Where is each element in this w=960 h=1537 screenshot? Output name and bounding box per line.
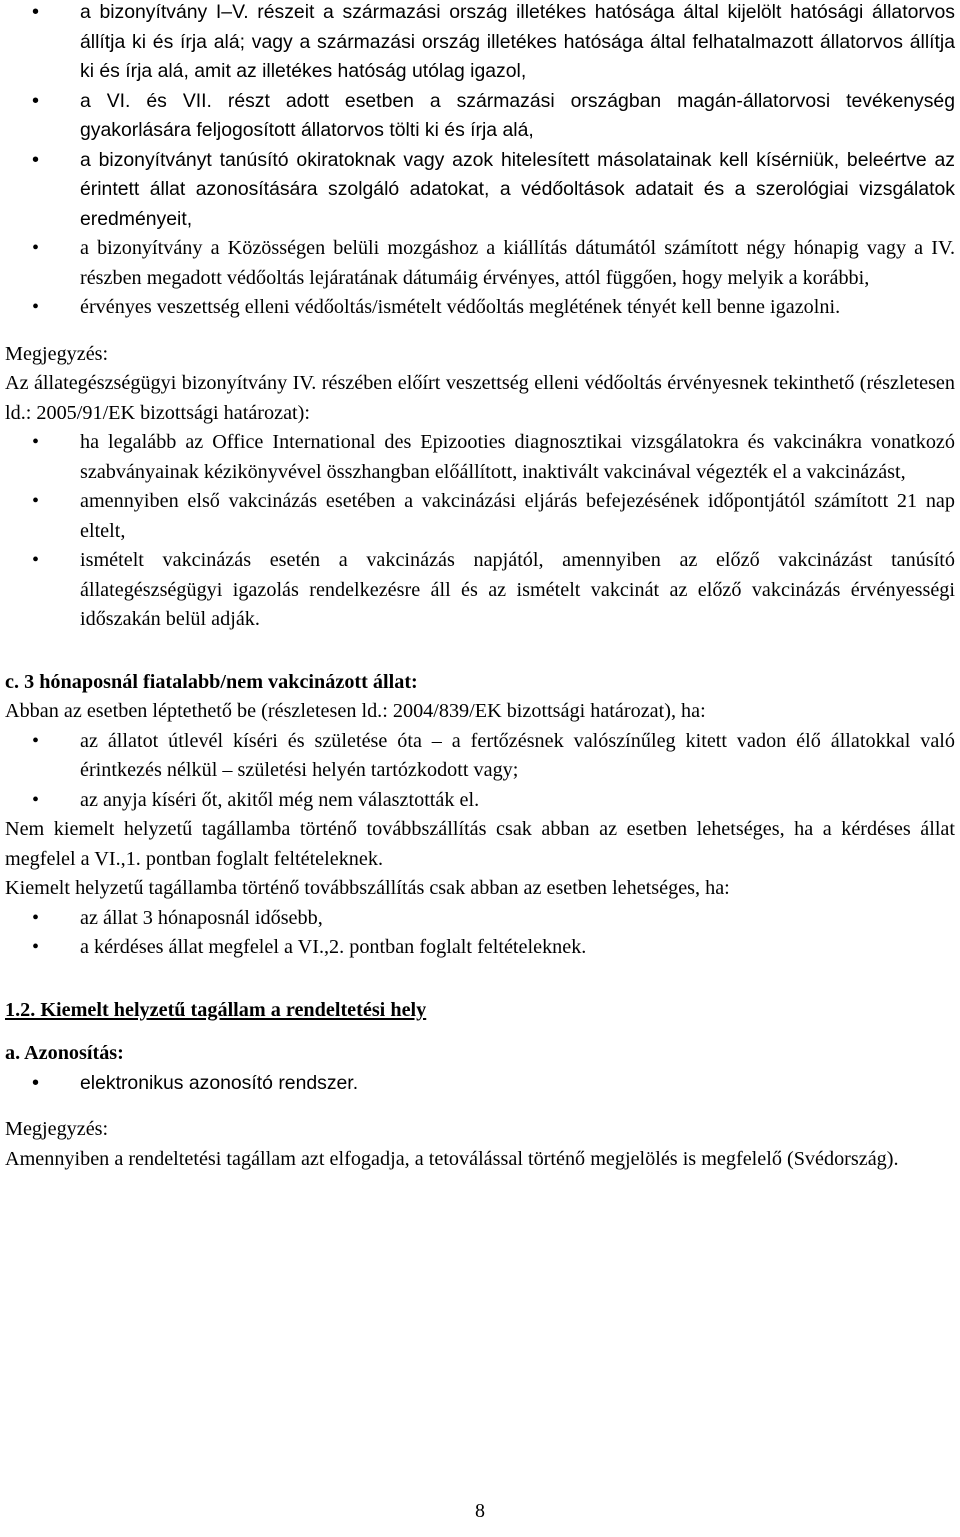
list-item: • ismételt vakcinázás esetén a vakcinázás napjától, amennyiben az előző vakcinázást tanúsító állategészségügyi igazolás rendelkezésre áll és az ismételt vakcinát az előző vakcinázás érvényességi időszakán belül adják.: [5, 546, 955, 635]
certificate-requirements-list: [5, 0, 955, 323]
list-item: • elektronikus azonosító rendszer.: [5, 1069, 955, 1099]
list-item: • az anyja kíséri őt, akitől még nem választották el.: [5, 786, 955, 816]
non-priority-transport-paragraph: Nem kiemelt helyzetű tagállamba történő továbbszállítás csak abban az esetben lehetséges, ha a kérdéses állat megfelel a VI.,1. pontban foglalt feltételeknek.: [5, 818, 955, 870]
document-page: [5, 0, 955, 1174]
priority-transport-list: [5, 904, 955, 963]
section-c-intro: Abban az esetben léptethető be (részletesen ld.: 2004/839/EK bizottsági határozat), ha:: [5, 700, 706, 722]
list-item: • a bizonyítvány a Közösségen belüli mozgáshoz a kiállítás dátumától számított négy hónapig vagy a IV. részben megadott védőoltás lejáratának dátumáig érvényes, attól függően, hogy melyik a korábbi,: [5, 234, 955, 293]
list-item: • érvényes veszettség elleni védőoltás/ismételt védőoltás meglétének tényét kell benne igazolni.: [5, 293, 955, 323]
vaccination-intro: Az állategészségügyi bizonyítvány IV. részében előírt veszettség elleni védőoltás érvényesnek tekinthető (részletesen ld.: 2005/91/EK bizottsági határozat):: [5, 372, 955, 424]
list-item: • a bizonyítványt tanúsító okiratoknak vagy azok hitelesített másolatainak kell kísérniük, beleértve az érintett állat azonosítására szolgáló adatokat, a védőoltások adatait és a szerológiai vizsgálatok eredményeit,: [5, 146, 955, 235]
priority-transport-paragraph: Kiemelt helyzetű tagállamba történő továbbszállítás csak abban az esetben lehetséges, ha:: [5, 877, 730, 899]
list-item: • amennyiben első vakcinázás esetében a vakcinázási eljárás befejezésének időpontjától számított 21 nap eltelt,: [5, 487, 955, 546]
page-number: 8: [475, 1500, 485, 1522]
list-item: • a kérdéses állat megfelel a VI.,2. pontban foglalt feltételeknek.: [5, 933, 955, 963]
list-item: • az állat 3 hónaposnál idősebb,: [5, 904, 955, 934]
note-label: Megjegyzés:: [5, 342, 109, 365]
spacer: [5, 1025, 955, 1039]
identification-heading: a. Azonosítás:: [5, 1042, 124, 1064]
list-item: • az állatot útlevél kíséri és születése óta – a fertőzésnek valószínűleg kitett vadon élő állatokkal való érintkezés nélkül – születési helyén tartózkodott vagy;: [5, 727, 955, 786]
list-item: • ha legalább az Office International des Epizooties diagnosztikai vizsgálatokra és vakcinákra vonatkozó szabványainak kézikönyvével összhangban előállított, inaktivált vakcinával végezték el a vakcinázást,: [5, 428, 955, 487]
list-item: • a bizonyítvány I–V. részeit a származási ország illetékes hatósága által kijelölt hatósági állatorvos állítja ki és írja alá; vagy a származási ország illetékes hatósága által felhatalmazott állatorvos állítja ki és írja alá, amit az illetékes hatóság utólag igazol,: [5, 0, 955, 87]
section-1-2-heading: 1.2. Kiemelt helyzetű tagállam a rendeltetési hely: [5, 998, 427, 1021]
section-c-prefix: c.: [5, 670, 25, 693]
spacer: [5, 635, 955, 668]
note-label: Megjegyzés:: [5, 1118, 109, 1140]
list-item: • a VI. és VII. részt adott esetben a származási országban magán-állatorvosi tevékenység gyakorlására feljogosított állatorvos tölti ki és írja alá,: [5, 87, 955, 146]
section-c-conditions-list: [5, 727, 955, 816]
vaccination-conditions-list: [5, 428, 955, 635]
spacer: [5, 963, 955, 996]
identification-list: [5, 1069, 955, 1099]
section-c-heading: [5, 668, 955, 698]
tattoo-note: Amennyiben a rendeltetési tagállam azt elfogadja, a tetoválással történő megjelölés is megfelelő (Svédország).: [5, 1147, 899, 1170]
section-c-title: 3 hónaposnál fiatalabb/nem vakcinázott állat:: [24, 670, 418, 693]
